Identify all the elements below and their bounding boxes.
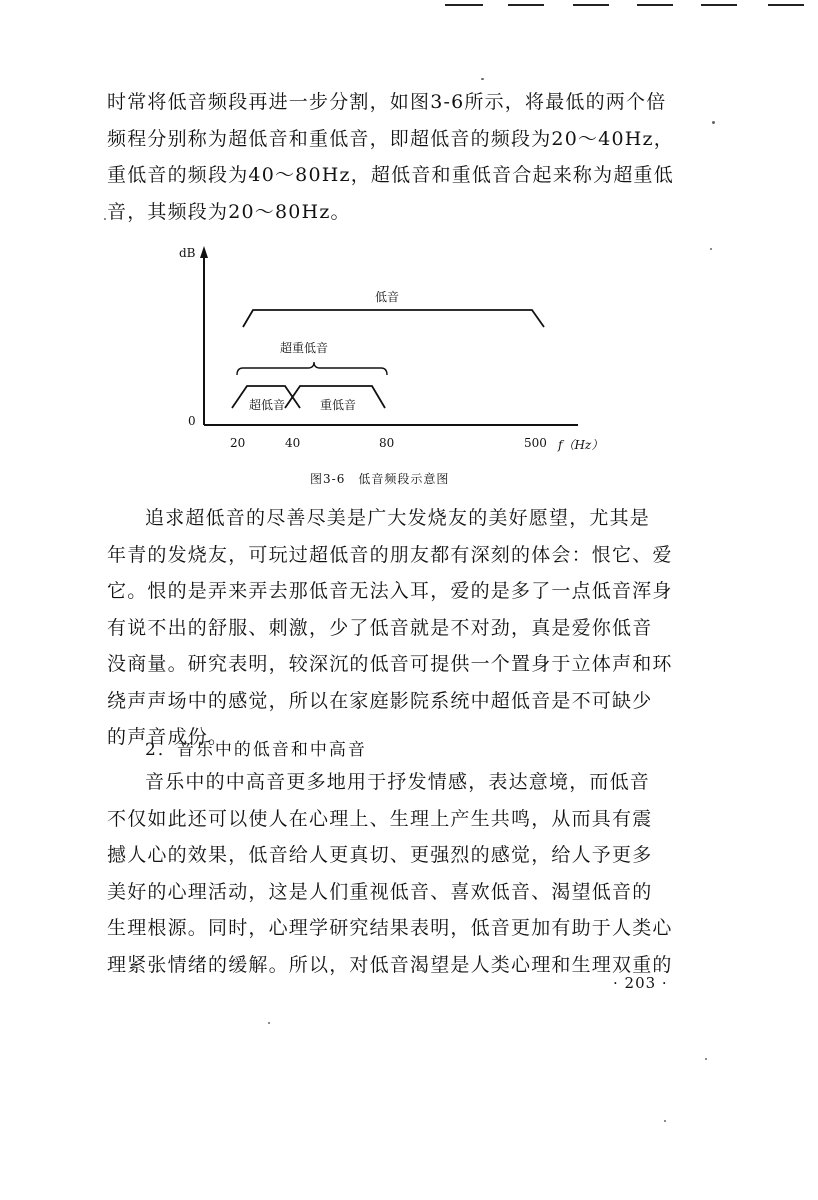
y-axis-arrow — [200, 246, 208, 258]
text-line: 音，其频段为20～80Hz。 — [107, 200, 351, 223]
text-line: 时常将低音频段再进一步分割，如图3-6所示，将最低的两个倍 — [107, 91, 667, 113]
body-paragraph — [107, 764, 687, 983]
band-diagram — [170, 238, 630, 468]
x-tick-label: 500 — [524, 436, 547, 450]
text-line: 有说不出的舒服、刺激，少了低音就是不对劲，真是爱你低音 — [107, 616, 653, 639]
band-heavy-label: 重低音 — [320, 398, 357, 412]
text-line: 绕声声场中的感觉，所以在家庭影院系统中超低音是不可缺少 — [107, 689, 653, 712]
y-axis-label: dB — [179, 246, 196, 260]
x-axis-label: f（Hz） — [558, 438, 604, 452]
text-line: 美好的心理活动，这是人们重视低音、喜欢低音、渴望低音的 — [107, 880, 653, 903]
text-line: 撼人心的效果，低音给人更真切、更强烈的感觉，给人予更多 — [107, 844, 653, 866]
scan-speck — [712, 121, 715, 124]
text-line: 音乐中的中高音更多地用于抒发情感，表达意境，而低音 — [145, 771, 651, 793]
band-super-heavy-label: 超重低音 — [280, 341, 329, 355]
text-line: 生理根源。同时，心理学研究结果表明，低音更加有助于人类心 — [107, 917, 673, 939]
scan-speck — [664, 1120, 666, 1122]
text-line: 年青的发烧友，可玩过超低音的朋友都有深刻的体会：恨它、爱 — [107, 543, 673, 566]
text-line: 重低音的频段为40～80Hz，超低音和重低音合起来称为超重低 — [107, 164, 674, 186]
super-heavy-bracket — [237, 362, 387, 375]
text-line: 没商量。研究表明，较深沉的低音可提供一个置身于立体声和环 — [107, 653, 673, 675]
top-border-rules — [440, 0, 818, 8]
scan-speck — [481, 78, 484, 80]
section-heading: 2．音乐中的低音和中高音 — [145, 740, 367, 760]
text-line: 不仅如此还可以使人在心理上、生理上产生共鸣，从而具有震 — [107, 807, 653, 830]
text-line: 频程分别称为超低音和重低音，即超低音的频段为20～40Hz， — [107, 127, 674, 150]
text-line: 它。恨的是弄来弄去那低音无法入耳，爱的是多了一点低音浑身 — [107, 580, 673, 602]
figure-caption: 图3-6 低音频段示意图 — [310, 472, 450, 486]
bass-band-figure — [170, 238, 630, 498]
text-line: 理紧张情绪的缓解。所以，对低音渴望是人类心理和生理双重的 — [107, 953, 673, 976]
x-tick-label: 80 — [379, 436, 395, 450]
scan-speck — [705, 1058, 707, 1060]
x-tick-label: 40 — [285, 436, 301, 450]
band-low-label: 低音 — [375, 290, 400, 304]
low-band-curve — [243, 310, 544, 327]
origin-label: 0 — [188, 414, 196, 428]
scan-speck — [104, 218, 106, 220]
scan-speck — [268, 1022, 270, 1024]
page-number: · 203 · — [613, 974, 668, 992]
text-line: 的声音成份。 — [107, 726, 229, 748]
text-line: 追求超低音的尽善尽美是广大发烧友的美好愿望，尤其是 — [145, 507, 651, 529]
x-tick-label: 20 — [230, 436, 246, 450]
intro-paragraph — [107, 84, 687, 230]
band-super-label: 超低音 — [249, 398, 286, 412]
body-paragraph — [107, 500, 687, 756]
scan-speck — [710, 248, 712, 250]
